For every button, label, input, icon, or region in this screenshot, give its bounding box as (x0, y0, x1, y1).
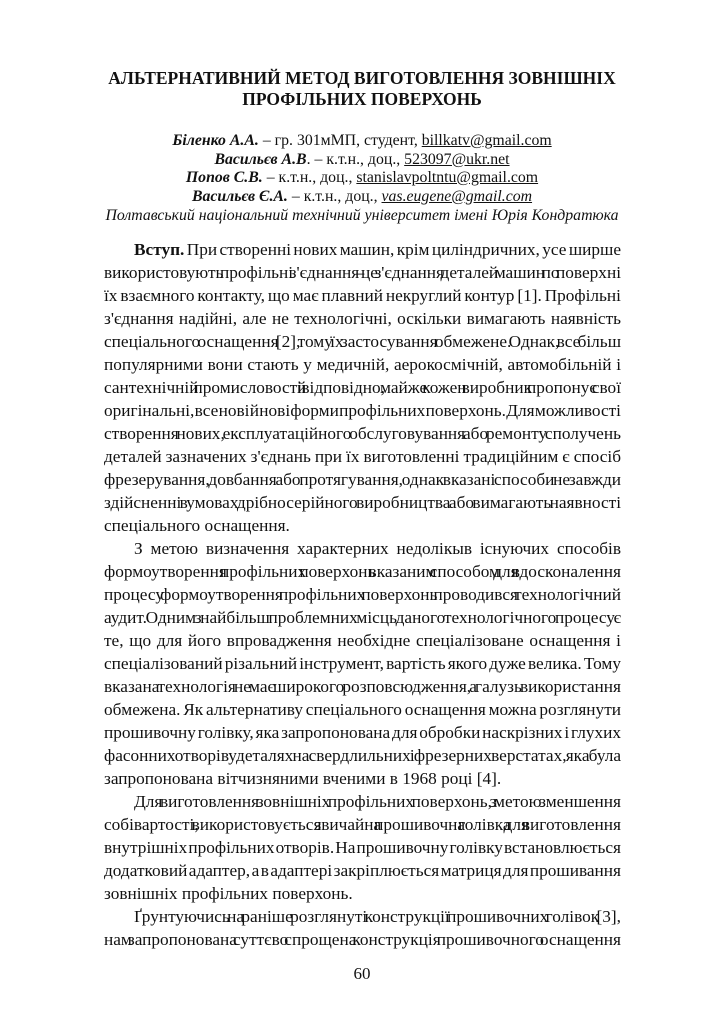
line-text: те, що для його впровадження необхідне спеціалізоване оснащення і (104, 631, 621, 650)
text-line (104, 859, 621, 882)
text-line (104, 767, 621, 790)
line-text: здійсненні в умовах дрібносерійного виробництва або вимагають наявності (104, 493, 621, 512)
author-line (0, 188, 724, 207)
line-text: нам запропонована суттєво спрощена конструкція прошивочного оснащення (104, 930, 621, 949)
line-text: зовнішніх профільних поверхонь. (104, 884, 353, 903)
line-text: З метою визначення характерних недолікыв існуючих способів (134, 539, 621, 558)
line-text: Ґрунтуючись на раніше розглянуті конструкції прошивочних голівок [3], (134, 907, 621, 926)
author-name: Попов С.В. (185, 169, 263, 186)
line-text: створення нових, експлуатаційного обслуговування або ремонту сполучень (104, 424, 621, 443)
author-line (0, 151, 724, 170)
text-line (104, 744, 621, 767)
line-text: спеціального оснащення [2], тому їх застосування обмежене. Однак, все більш (104, 332, 621, 351)
article-body (104, 238, 621, 951)
text-line (104, 330, 621, 353)
author-line (0, 169, 724, 188)
author-block (0, 132, 724, 226)
paper-title (0, 68, 724, 110)
text-line (104, 353, 621, 376)
text-line (104, 307, 621, 330)
text-line (104, 606, 621, 629)
line-text: процесу формоутворення профільних поверхонь проводився технологічний (104, 585, 621, 604)
line-text: прошивочну голівку, яка запропонована для обробки наскрізних і глухих (104, 723, 621, 742)
text-line (104, 491, 621, 514)
paragraph (104, 790, 621, 905)
text-line (104, 790, 621, 813)
author-info: . – к.т.н., доц., (306, 150, 405, 168)
line-text: спеціального оснащення. (104, 516, 290, 535)
author-info: – к.т.н., доц., (287, 187, 382, 205)
text-line (104, 583, 621, 606)
author-email-link[interactable]: stanislavpoltntu@gmail.com (356, 169, 539, 186)
text-line (104, 698, 621, 721)
text-line (104, 882, 621, 905)
text-line (104, 560, 621, 583)
text-line (104, 284, 621, 307)
text-line (104, 376, 621, 399)
author-info: – к.т.н., доц., (262, 169, 357, 186)
line-text: собівартості, використовується звичайна прошивочна голівка для виготовлення (104, 815, 621, 834)
line-text: оригінальні, все нові й нові форми профільних поверхонь. Для можливості (104, 401, 621, 420)
text-line (104, 905, 621, 928)
author-name: Васильєв А.В (214, 150, 307, 168)
line-text: використовують профільні з'єднання – це з'єднання деталей машин по поверхні (104, 263, 621, 282)
line-text: При створенні нових машин, крім циліндричних, усе ширше (184, 240, 621, 259)
title-line: ПРОФІЛЬНИХ ПОВЕРХОНЬ (242, 89, 482, 109)
text-line (104, 514, 621, 537)
author-name: Біленко А.А. (172, 132, 259, 149)
text-line (104, 928, 621, 951)
text-line (104, 238, 621, 261)
title-line: АЛЬТЕРНАТИВНИЙ МЕТОД ВИГОТОВЛЕННЯ ЗОВНІШНІХ (108, 68, 616, 88)
paragraph (104, 537, 621, 790)
text-line (104, 468, 621, 491)
author-email-link[interactable]: vas.eugene@gmail.com (381, 187, 533, 205)
line-text: їх взаємного контакту, що має плавний некруглий контур [1]. Профільні (104, 286, 621, 305)
line-text: Для виготовлення зовнішніх профільних поверхонь, з метою зменшення (134, 792, 621, 811)
line-text: формоутворення профільних поверхонь вказаним способом для вдосконалення (104, 562, 621, 581)
author-info: – гр. 301мМП, студент, (258, 132, 422, 149)
text-line (104, 261, 621, 284)
text-line (104, 721, 621, 744)
text-line (104, 629, 621, 652)
paragraph (104, 238, 621, 537)
line-text: фрезерування, довбання або протягування, однак вказані способи не завжди (104, 470, 621, 489)
text-line (104, 399, 621, 422)
line-text: вказана технологія не має широкого розповсюдження, а галузь використання (104, 677, 621, 696)
text-line (104, 537, 621, 560)
section-lead: Вступ. (134, 240, 185, 259)
line-text: аудит. Одним з найбільш проблемних місць даного технологічного процесу є (104, 608, 621, 627)
line-text: внутрішніх профільних отворів. На прошивочну голівку встановлюється (104, 838, 621, 857)
text-line (104, 422, 621, 445)
line-text: сантехнічній промисловості й відповідно, майже кожен виробник пропонує свої (104, 378, 621, 397)
text-line (104, 813, 621, 836)
paragraph (104, 905, 621, 951)
text-line (104, 836, 621, 859)
line-text: спеціалізований різальний інструмент, вартість якого дуже велика. Тому (104, 654, 621, 673)
line-text: фасонних отворів у деталях на свердлильних і фрезерних верстатах, яка була (104, 746, 621, 765)
line-text: обмежена. Як альтернативу спеціального оснащення можна розглянути (104, 700, 621, 719)
line-text: запропонована вітчизняними вченими в 1968 році [4]. (104, 769, 502, 788)
line-text: додатковий адаптер, а в адаптері закріплюється матриця для прошивання (104, 861, 621, 880)
text-line (104, 445, 621, 468)
text-line (104, 652, 621, 675)
line-text: деталей зазначених з'єднань при їх виготовленні традиційним є спосіб (104, 447, 621, 466)
author-name: Васильєв Є.А. (191, 187, 288, 205)
line-text: з'єднання надійні, але не технологічні, оскільки вимагають наявність (104, 309, 621, 328)
author-email-link[interactable]: billkatv@gmail.com (421, 132, 552, 149)
author-line (0, 132, 724, 151)
affiliation: Полтавський національний технічний університет імені Юрія Кондратюка (105, 207, 619, 224)
text-line (104, 675, 621, 698)
author-email-link[interactable]: 523097@ukr.net (404, 150, 510, 168)
line-text: популярними вони стають у медичній, аерокосмічній, автомобільній і (104, 355, 621, 374)
page-number: 60 (353, 964, 371, 983)
